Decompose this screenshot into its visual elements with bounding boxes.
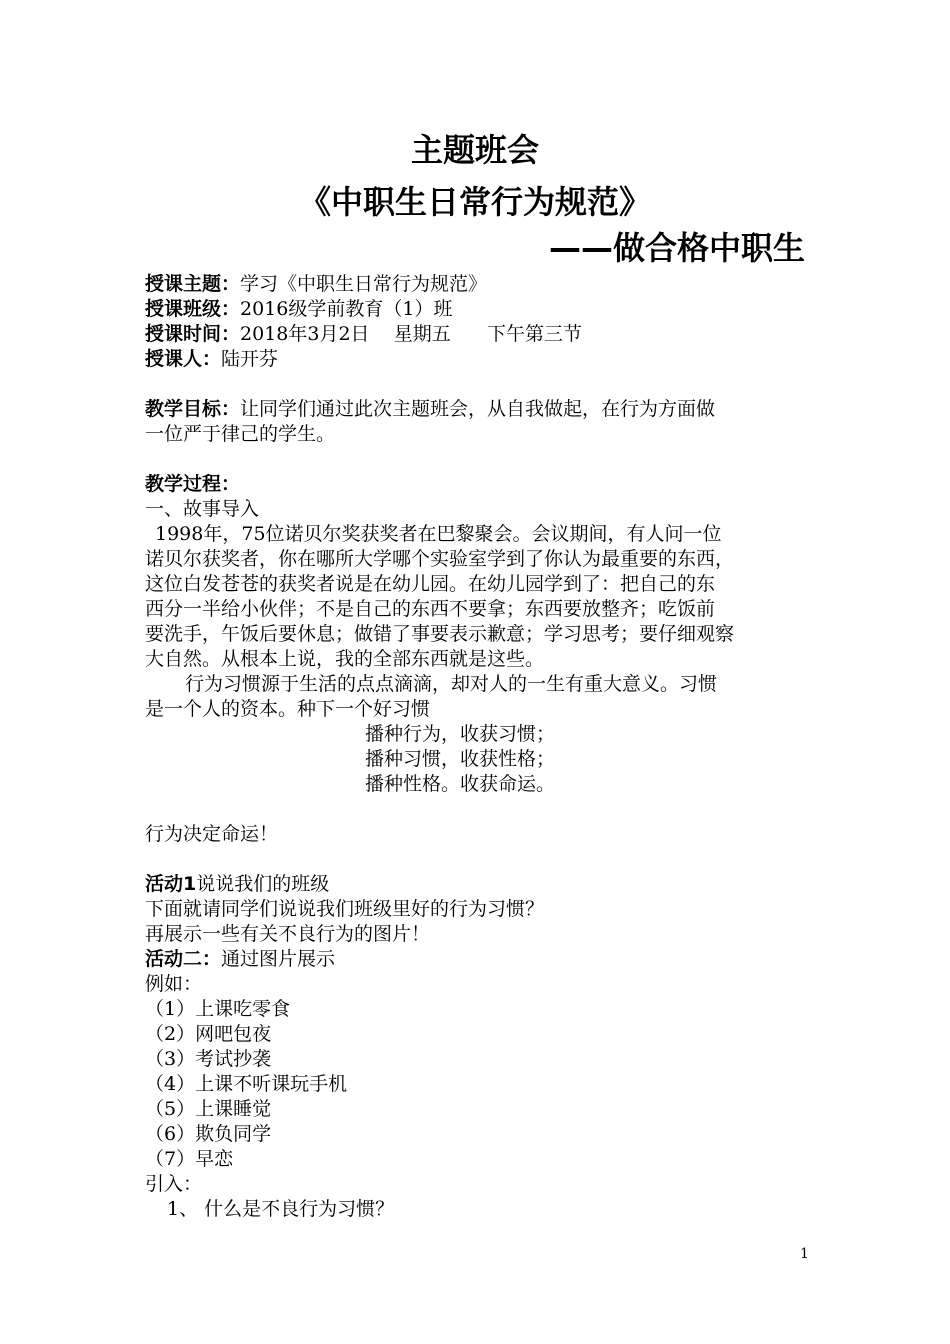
- info-value: 陆开芬: [221, 348, 279, 370]
- story-line: 西分一半给小伙伴；不是自己的东西不要拿；东西要放整齐；吃饭前: [145, 598, 716, 620]
- habit-line-2: 是一个人的资本。种下一个好习惯: [145, 698, 431, 720]
- lead-question: 1、 什么是不良行为习惯？: [167, 1198, 395, 1220]
- title-book: 《中职生日常行为规范》: [298, 183, 651, 221]
- goal-label: 教学目标：: [145, 398, 241, 420]
- lead-label: 引入：: [145, 1173, 203, 1195]
- info-label: 授课时间：: [145, 323, 241, 345]
- spacer: [145, 797, 810, 822]
- activity1-title: 说说我们的班级: [196, 873, 330, 895]
- list-item: （4）上课不听课玩手机: [145, 1073, 348, 1095]
- info-class: [145, 297, 810, 322]
- habit-line-1: 行为习惯源于生活的点点滴滴，却对人的一生有重大意义。习惯: [185, 673, 718, 695]
- activity1-line: 再展示一些有关不良行为的图片！: [145, 923, 431, 945]
- story-line: 诺贝尔获奖者，你在哪所大学哪个实验室学到了你认为最重要的东西，: [145, 548, 735, 570]
- document-body: [145, 272, 810, 1222]
- spacer: [145, 847, 810, 872]
- info-value: 2018年3月2日 星期五 下午第三节: [240, 323, 582, 345]
- activity2-heading: [145, 947, 810, 972]
- info-time: [145, 322, 810, 347]
- goal-line-2: 一位严于律己的学生。: [145, 423, 336, 445]
- goal-line-1: [145, 397, 810, 422]
- goal-text-1: 让同学们通过此次主题班会，从自我做起，在行为方面做: [240, 398, 716, 420]
- story-line: 要洗手，午饭后要休息；做错了事要表示歉意；学习思考；要仔细观察: [145, 623, 735, 645]
- list-item: （6）欺负同学: [145, 1123, 272, 1145]
- poem-line: 播种性格。收获命运。: [365, 773, 556, 795]
- title-main: 主题班会: [410, 131, 539, 169]
- activity2-label: 活动二：: [145, 948, 222, 970]
- activity1-line: 下面就请同学们说说我们班级里好的行为习惯？: [145, 898, 545, 920]
- info-value: 学习《中职生日常行为规范》: [240, 273, 488, 295]
- story-line: 这位白发苍苍的获奖者说是在幼儿园。在幼儿园学到了：把自己的东: [145, 573, 716, 595]
- list-item: （2）网吧包夜: [145, 1023, 272, 1045]
- activity1-heading: [145, 872, 810, 897]
- story-line: 1998年，75位诺贝尔奖获奖者在巴黎聚会。会议期间，有人问一位: [155, 523, 722, 545]
- activity2-title: 通过图片展示: [221, 948, 336, 970]
- section-heading: 一、故事导入: [145, 498, 260, 520]
- info-teacher: [145, 347, 810, 372]
- info-topic: [145, 272, 810, 297]
- info-label: 授课班级：: [145, 298, 241, 320]
- page-number: 1: [800, 1246, 809, 1262]
- spacer: [145, 372, 810, 397]
- motto: 行为决定命运！: [145, 823, 279, 845]
- activity2-intro: 例如：: [145, 973, 203, 995]
- title-subtitle: ——做合格中职生: [548, 229, 805, 267]
- process-label: 教学过程：: [145, 473, 241, 495]
- poem-line: 播种行为，收获习惯；: [365, 723, 556, 745]
- poem-line: 播种习惯，收获性格；: [365, 748, 556, 770]
- story-line: 大自然。从根本上说，我的全部东西就是这些。: [145, 648, 545, 670]
- list-item: （7）早恋: [145, 1148, 234, 1170]
- info-value: 2016级学前教育（1）班: [240, 298, 453, 320]
- list-item: （1）上课吃零食: [145, 998, 291, 1020]
- activity1-label: 活动1: [145, 873, 197, 895]
- info-label: 授课主题：: [145, 273, 241, 295]
- spacer: [145, 447, 810, 472]
- info-label: 授课人：: [145, 348, 222, 370]
- list-item: （5）上课睡觉: [145, 1098, 272, 1120]
- list-item: （3）考试抄袭: [145, 1048, 272, 1070]
